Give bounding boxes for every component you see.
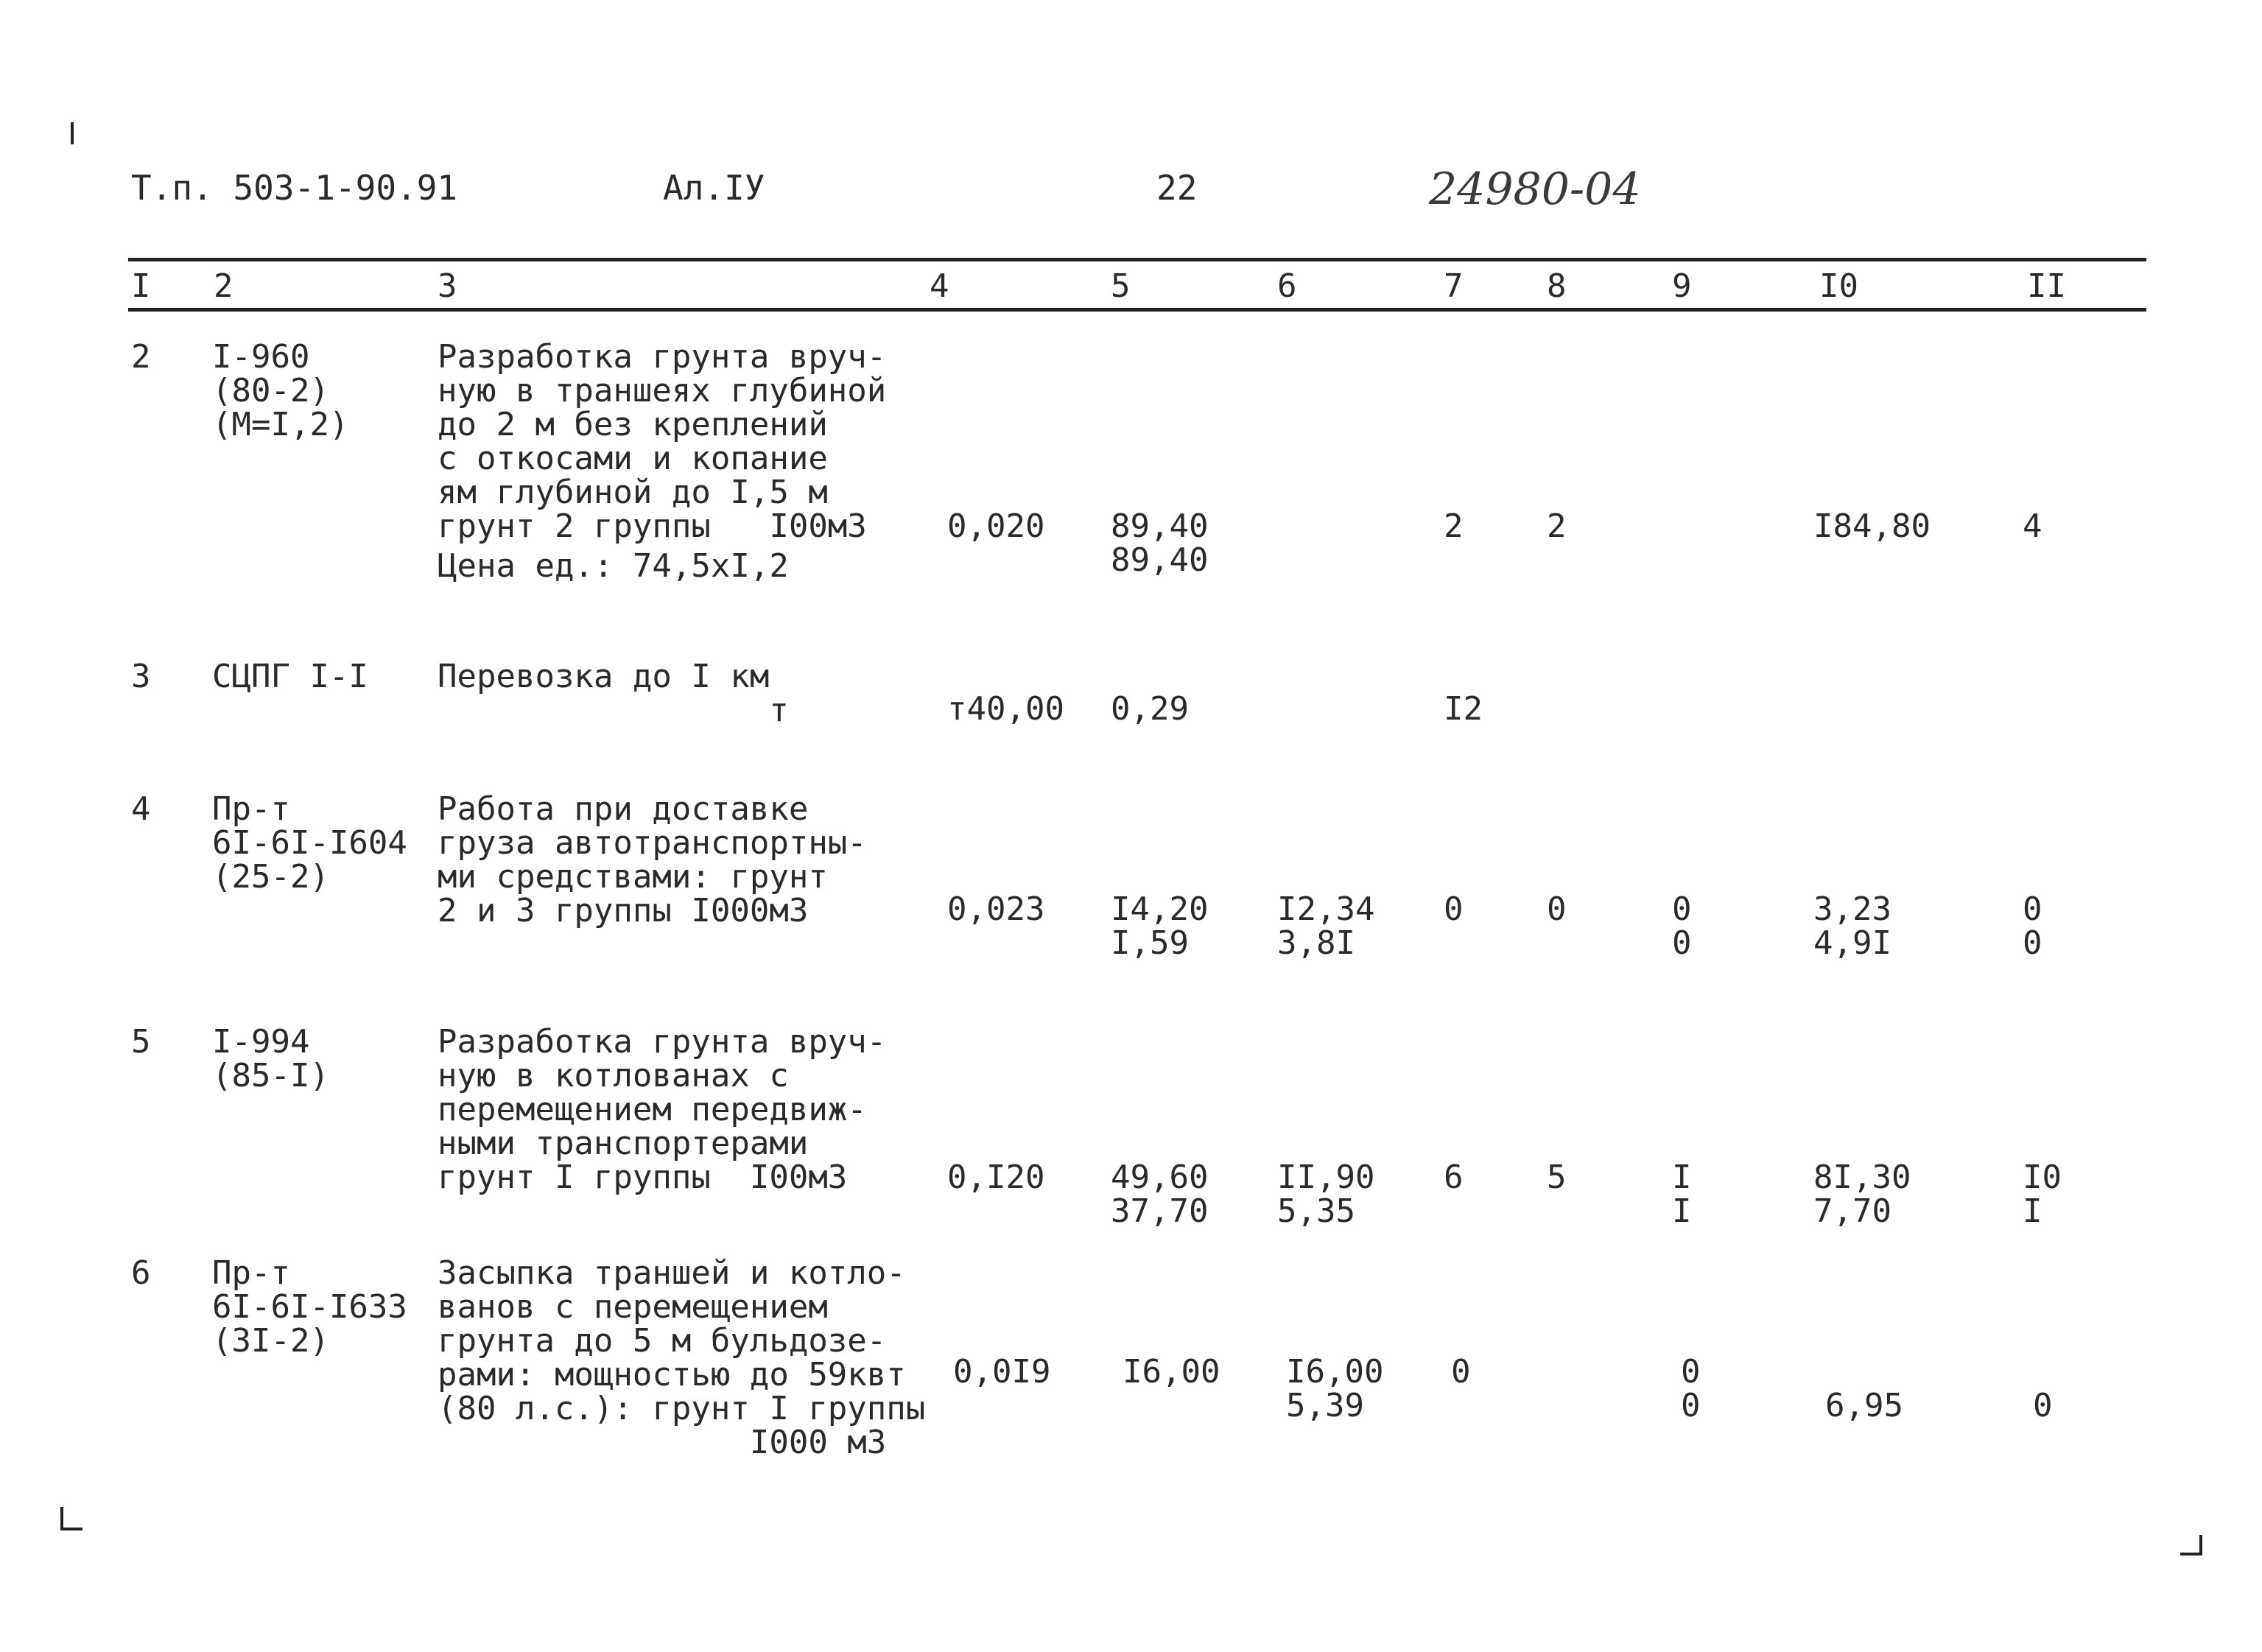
table-row-col7: 0	[1444, 890, 1464, 928]
table-row-col4: т40,00	[947, 690, 1064, 728]
corner-mark-bottom-right-foot	[2180, 1553, 2202, 1556]
table-row-description: Разработка грунта вруч- ную в траншеях глубиной до 2 м без креплений с откосами и копание ям глубиной до I,5 м грунт 2 группы I00м3	[438, 338, 887, 545]
col-header-3: 3	[438, 267, 457, 305]
table-row-number: 6	[131, 1254, 151, 1292]
header-bottom-rule	[128, 308, 2146, 312]
table-row-col9: 0 0	[1672, 890, 1692, 962]
table-row-col6: II,90 5,35	[1277, 1159, 1375, 1230]
table-row-col6: I2,34 3,8I	[1277, 890, 1375, 962]
handwritten-number: 24980-04	[1429, 164, 1641, 215]
col-header-4: 4	[930, 267, 949, 305]
table-row-col11: I0 I	[2023, 1159, 2062, 1230]
scan-mark-top-left	[71, 122, 74, 144]
corner-mark-bottom-left-foot	[60, 1528, 82, 1530]
table-row-col4: 0,023	[947, 890, 1045, 928]
document-code: Т.п. 503-1-90.91	[131, 168, 458, 208]
table-row-code: I-994 (85-I)	[212, 1023, 329, 1094]
table-row-col7: 2	[1444, 507, 1464, 545]
table-row-col10: 3,23 4,9I	[1813, 890, 1892, 962]
col-header-9: 9	[1672, 267, 1692, 305]
table-row-description: Перевозка до I км т	[438, 658, 789, 729]
table-row-price-note: Цена ед.: 74,5хI,2	[438, 547, 789, 585]
table-row-col8: 0	[1547, 890, 1567, 928]
table-row-number: 5	[131, 1023, 151, 1061]
table-row-col10: 8I,30 7,70	[1813, 1159, 1911, 1230]
table-row-description: Засыпка траншей и котло- ванов с перемещением грунта до 5 м бульдозе- рами: мощностью до 59квт (80 л.с.): грунт I группы I000 м3	[438, 1254, 926, 1461]
table-row-col10: I84,80	[1813, 507, 1931, 545]
table-row-code: Пр-т 6I-6I-I633 (3I-2)	[212, 1254, 407, 1360]
table-row-col7: I2	[1444, 690, 1483, 728]
table-top-rule	[128, 258, 2146, 261]
col-header-7: 7	[1444, 267, 1464, 305]
table-row-col5: 89,40 89,40	[1111, 507, 1209, 579]
table-row-description: Работа при доставке груза автотранспортны- ми средствами: грунт 2 и 3 группы I000м3	[438, 790, 867, 929]
table-row-col7: 0	[1451, 1353, 1471, 1391]
table-row-code: Пр-т 6I-6I-I604 (25-2)	[212, 790, 407, 896]
col-header-6: 6	[1277, 267, 1297, 305]
col-header-8: 8	[1547, 267, 1567, 305]
table-row-col8: 5	[1547, 1159, 1567, 1196]
table-row-col6: I6,00 5,39	[1286, 1353, 1384, 1424]
table-row-col10: 6,95	[1825, 1387, 1903, 1424]
table-row-number: 2	[131, 338, 151, 376]
table-row-col5: I4,20 I,59	[1111, 890, 1209, 962]
table-row-code: I-960 (80-2) (M=I,2)	[212, 338, 349, 443]
table-row-col4: 0,I20	[947, 1159, 1045, 1196]
table-row-description: Разработка грунта вруч- ную в котлованах с перемещением передвиж- ными транспортерами грунт I группы I00м3	[438, 1023, 887, 1196]
table-row-col11: 0 0	[2023, 890, 2043, 962]
table-row-col9: I I	[1672, 1159, 1692, 1230]
col-header-11: II	[2027, 267, 2066, 305]
page-number: 22	[1156, 168, 1198, 208]
table-row-col5: 0,29	[1111, 690, 1189, 728]
table-row-col4: 0,0I9	[953, 1353, 1051, 1391]
table-row-col5: I6,00	[1123, 1353, 1220, 1391]
table-row-col4: 0,020	[947, 507, 1045, 545]
table-row-code: СЦПГ I-I	[212, 658, 368, 695]
album-label: Ал.IУ	[663, 168, 765, 208]
table-row-number: 3	[131, 658, 151, 695]
table-row-number: 4	[131, 790, 151, 828]
table-row-col9: 0 0	[1681, 1353, 1701, 1424]
table-row-col5: 49,60 37,70	[1111, 1159, 1209, 1230]
table-row-col8: 2	[1547, 507, 1567, 545]
col-header-5: 5	[1111, 267, 1131, 305]
table-row-col11: 0	[2033, 1387, 2053, 1424]
table-row-col11: 4	[2023, 507, 2043, 545]
col-header-2: 2	[214, 267, 233, 305]
col-header-10: I0	[1819, 267, 1858, 305]
table-row-col7: 6	[1444, 1159, 1464, 1196]
col-header-1: I	[131, 267, 151, 305]
